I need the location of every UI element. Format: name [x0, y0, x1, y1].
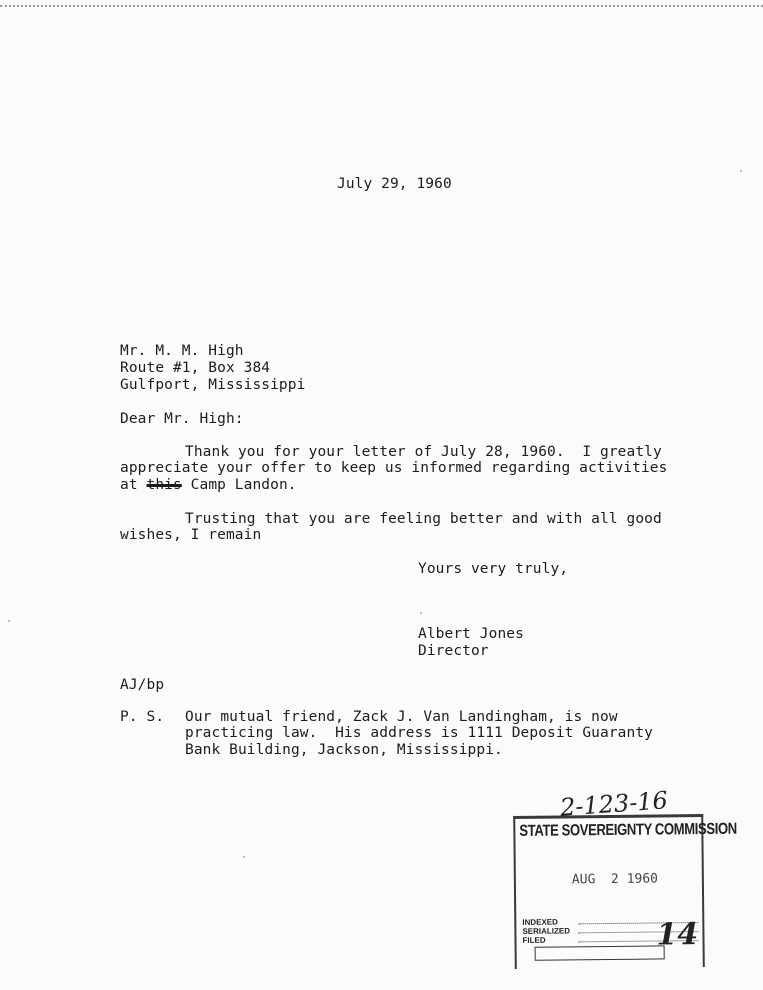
letter-date: July 29, 1960	[337, 176, 452, 192]
handwritten-mark: 14	[656, 917, 699, 953]
recipient-address-line-1: Route #1, Box 384	[120, 360, 271, 376]
ps-line-3: Bank Building, Jackson, Mississippi.	[185, 742, 503, 758]
paper-speck	[243, 856, 245, 858]
top-edge	[0, 0, 763, 7]
paragraph-1-line-3	[120, 477, 297, 493]
signer-name: Albert Jones	[418, 626, 524, 642]
paragraph-2-line-2: wishes, I remain	[120, 527, 262, 543]
paragraph-1-line-3-end: Camp Landon.	[181, 477, 297, 493]
paragraph-1-line-2: appreciate your offer to keep us informed regarding activities	[120, 460, 668, 476]
stamp-filed-label: FILED	[522, 935, 546, 945]
stamp-title: STATE SOVEREIGNTY COMMISSION	[519, 820, 737, 840]
closing: Yours very truly,	[418, 561, 569, 577]
stamp-serialized-label: SERIALIZED	[522, 926, 571, 936]
salutation: Dear Mr. High:	[120, 411, 244, 427]
stamp-indexed-label: INDEXED	[522, 917, 558, 927]
paragraph-1-line-3-start: at	[120, 477, 147, 493]
stamp-box	[535, 945, 665, 960]
ps-line-2: practicing law. His address is 1111 Deposit Guaranty	[185, 725, 653, 741]
recipient-address-line-2: Gulfport, Mississippi	[120, 377, 306, 393]
ps-line-1: Our mutual friend, Zack J. Van Landingham, is now	[185, 709, 618, 725]
struck-word: this	[146, 477, 182, 493]
recipient-name: Mr. M. M. High	[120, 343, 244, 359]
stamp-date: AUG 2 1960	[571, 871, 659, 888]
paper-speck	[8, 620, 10, 622]
typist-initials: AJ/bp	[120, 677, 165, 693]
ps-label: P. S.	[120, 709, 165, 725]
paper-speck	[420, 612, 422, 614]
handwritten-file-number: 2-123-16	[559, 786, 669, 822]
signer-title: Director	[418, 643, 489, 659]
paragraph-2-line-1: Trusting that you are feeling better and with all good	[185, 511, 662, 527]
commission-stamp	[513, 814, 737, 969]
paper-speck	[740, 170, 742, 172]
paragraph-1-line-1: Thank you for your letter of July 28, 1960. I greatly	[185, 444, 662, 460]
